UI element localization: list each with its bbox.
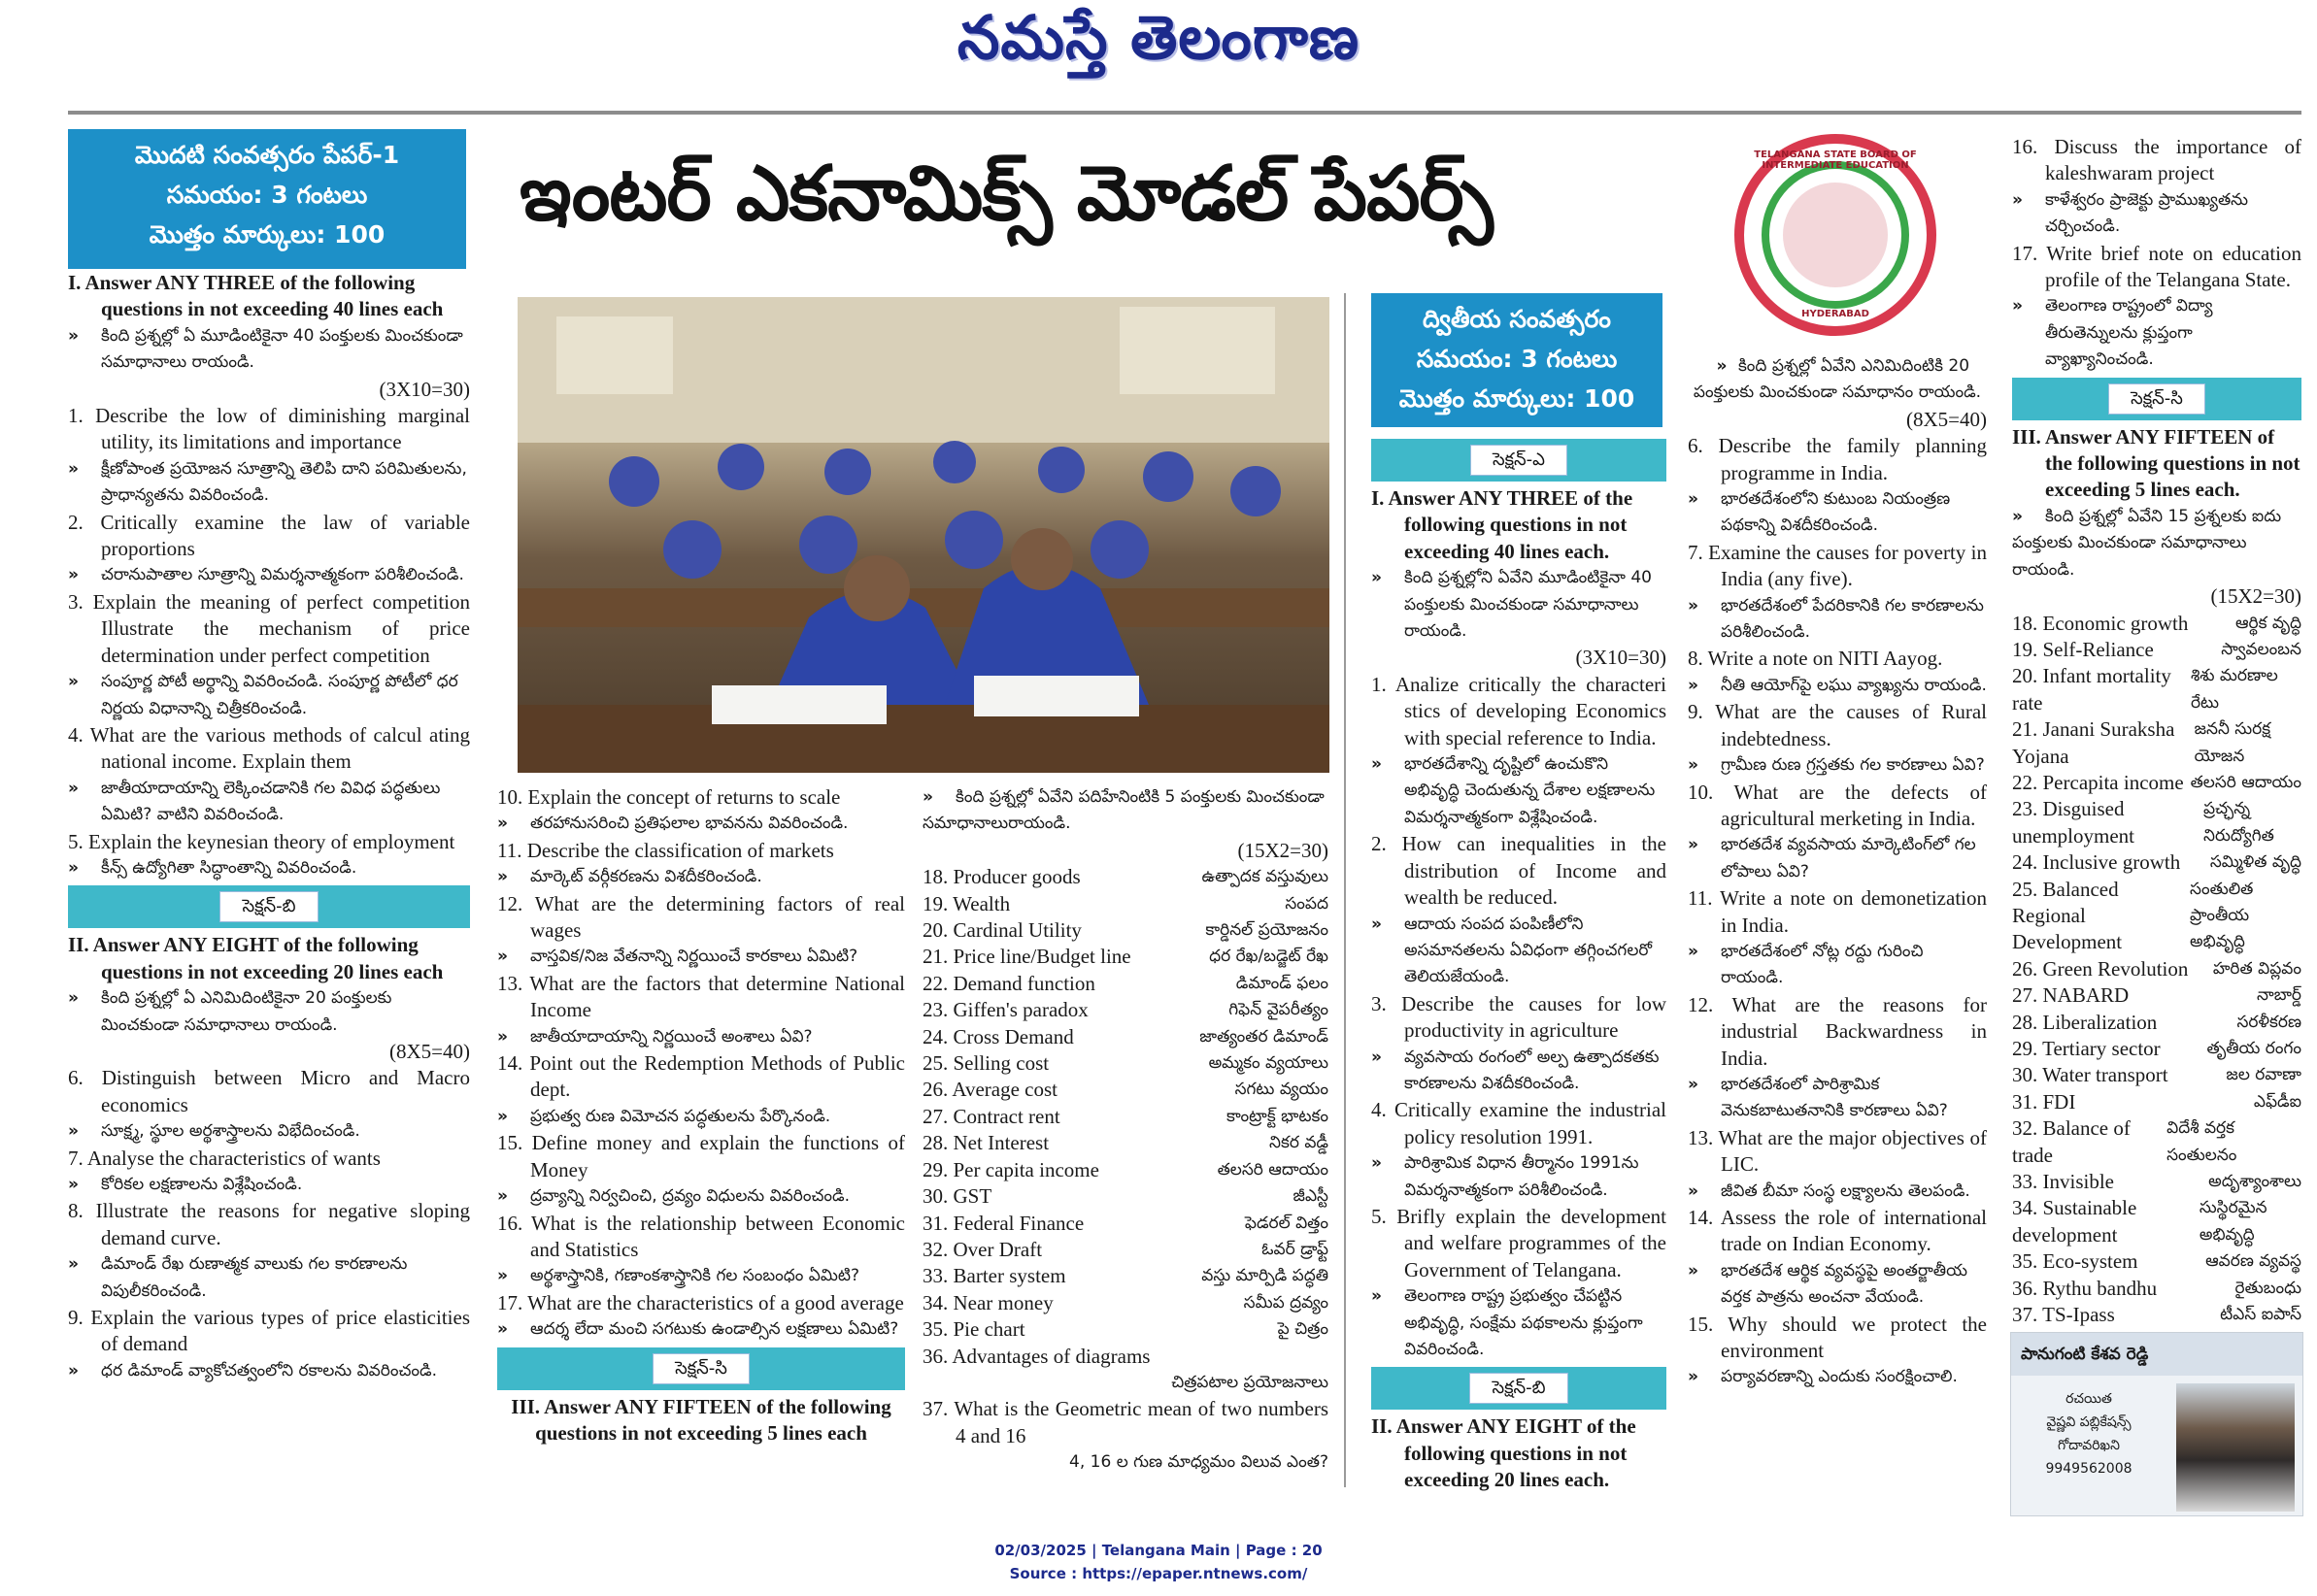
question-16: 16. What is the relationship between Economic and Statistics xyxy=(497,1211,905,1261)
glossary-term-telugu: ప్రచ్ఛన్న నిరుద్యోగిత xyxy=(2203,799,2274,846)
glossary-term: 26. Green Revolution xyxy=(2012,956,2189,981)
author-photo xyxy=(2176,1383,2295,1512)
question-16-telugu: » అర్థశాస్త్రానికి, గణాంకశాస్త్రానికి గల సంబంధం ఏమిటి? xyxy=(497,1263,905,1289)
p2-question-13: 13. What are the major objectives of LIC. xyxy=(1688,1125,1987,1177)
paper1-glossary-item xyxy=(923,1290,1328,1316)
glossary-term-telugu: నికర వడ్డీ xyxy=(1269,1133,1328,1153)
glossary-term: 37. TS-Ipass xyxy=(2012,1303,2115,1327)
glossary-term-telugu: ఓవర్ డ్రాఫ్ట్ xyxy=(1261,1239,1328,1259)
paper2-section-c-bar xyxy=(2012,378,2301,420)
paper2-glossary-item xyxy=(2012,877,2301,956)
p2-question-12-telugu: » భారతదేశంలో పారిశ్రామిక వెనుకబాటుతనానికి కారణాలు ఏవి? xyxy=(1688,1072,1987,1125)
question-2: 2. Critically examine the law of variable proportions xyxy=(68,510,470,561)
paper1-glossary-item xyxy=(923,997,1328,1023)
question-37: 37. What is the Geometric mean of two numbers 4 and 16 xyxy=(923,1397,1328,1447)
glossary-term: 23. Disguised unemployment xyxy=(2012,797,2134,848)
paper2-section-b-bar xyxy=(1371,1367,1666,1410)
paper2-glossary-item xyxy=(2012,1248,2301,1275)
p2-question-8-telugu: » నీతి ఆయోగ్‌పై లఘు వ్యాఖ్యను రాయండి. xyxy=(1688,673,1987,699)
glossary-term: 31. FDI xyxy=(2012,1089,2076,1114)
question-6: 6. Distinguish between Micro and Macro economics xyxy=(68,1066,470,1116)
paper2-glossary-item xyxy=(2012,849,2301,876)
logo-bottom-text: HYDERABAD xyxy=(1801,309,1869,319)
paper1-glossary-item xyxy=(923,864,1328,890)
tsbie-logo xyxy=(1734,134,1936,336)
p2-question-2: 2. How can inequalities in the distribution of Income and wealth be reduced. xyxy=(1371,832,1666,910)
paper1-section-b-heading: II. Answer ANY EIGHT of the following questions in not exceeding 20 lines each xyxy=(68,933,444,983)
glossary-term-telugu: నాబార్డ్ xyxy=(2257,985,2301,1006)
glossary-term-telugu: డిమాండ్ ఫలం xyxy=(1235,973,1328,993)
question-13-telugu: » జాతీయాదాయాన్ని నిర్ణయించే అంశాలు ఏవి? xyxy=(497,1024,905,1050)
logo-top-text: TELANGANA STATE BOARD OF INTERMEDIATE EDUCATION xyxy=(1754,150,1917,171)
paper1-glossary-item xyxy=(923,1211,1328,1237)
glossary-term: 25. Selling cost xyxy=(923,1051,1050,1076)
glossary-term-telugu: సమ్మిళిత వృద్ధి xyxy=(2209,852,2301,873)
exam-hall-illustration xyxy=(518,297,1329,773)
question-5-telugu: » కీన్స్ ఉద్యోగితా సిద్ధాంతాన్ని వివరించండి. xyxy=(68,855,470,881)
p2-question-10-telugu: » భారతదేశ వ్యవసాయ మార్కెటింగ్‌లో గల లోపాలు ఏవి? xyxy=(1688,832,1987,885)
paper1-info-box xyxy=(68,129,466,269)
p2-question-11-telugu: » భారతదేశంలో నోట్ల రద్దు గురించి రాయండి. xyxy=(1688,939,1987,992)
question-12-telugu: » వాస్తవిక/నిజ వేతనాన్ని నిర్ణయించే కారకాలు ఏమిటి? xyxy=(497,944,905,970)
paper2-glossary-item xyxy=(2012,1062,2301,1088)
glossary-term: 20. Infant mortality rate xyxy=(2012,664,2171,715)
p2-question-7: 7. Examine the causes for poverty in India (any five). xyxy=(1688,540,1987,591)
glossary-term-telugu: కాంట్రాక్ట్ భాటకం xyxy=(1226,1106,1328,1126)
question-13: 13. What are the factors that determine National Income xyxy=(497,971,905,1022)
glossary-term-telugu: ఆవరణ వ్యవస్థ xyxy=(2205,1251,2301,1272)
p2-question-2-telugu: » ఆదాయ సంపద పంపిణీలోని అసమానతలను ఏవిధంగా తగ్గించగలరో తెలియజేయండి. xyxy=(1371,912,1666,991)
question-14: 14. Point out the Redemption Methods of Public dept. xyxy=(497,1051,905,1102)
paper2-time: సమయం: 3 గంటలు xyxy=(1416,345,1618,373)
paper1-glossary-item xyxy=(923,1050,1328,1077)
question-17-telugu: » ఆదర్శ లేదా మంచి సగటుకు ఉండాల్సిన లక్షణాలు ఏమిటి? xyxy=(497,1316,905,1343)
p2-question-6: 6. Describe the family planning programme in India. xyxy=(1688,434,1987,484)
footer-source-link[interactable]: Source : https://epaper.ntnews.com/ xyxy=(1009,1565,1308,1582)
paper2-marks: మొత్తం మార్కులు: 100 xyxy=(1398,384,1635,413)
exam-hall-photo xyxy=(518,297,1329,773)
glossary-term-telugu: స్వావలంబన xyxy=(2221,639,2301,659)
glossary-term: 31. Federal Finance xyxy=(923,1211,1085,1235)
paper2-glossary-item xyxy=(2012,1036,2301,1062)
paper2-section-b-marks: (8X5=40) xyxy=(1906,407,1987,431)
paper2-glossary-item xyxy=(2012,1010,2301,1036)
question-5: 5. Explain the keynesian theory of employment xyxy=(68,829,455,853)
paper2-glossary-item xyxy=(2012,1115,2301,1169)
glossary-term: 33. Invisible xyxy=(2012,1170,2114,1194)
p2-question-11: 11. Write a note on demonetization in India. xyxy=(1688,886,1987,937)
question-1-telugu: » క్షీణోపాంత ప్రయోజన సూత్రాన్ని తెలిపి దాని పరిమితులను, ప్రాధాన్యతను వివరించండి. xyxy=(68,456,470,510)
glossary-term: 29. Per capita income xyxy=(923,1157,1099,1181)
glossary-term: 27. Contract rent xyxy=(923,1104,1060,1128)
glossary-term-telugu: అమ్మకం వ్యయాలు xyxy=(1208,1053,1328,1074)
glossary-term-telugu: విదేశీ వర్తక సంతులనం xyxy=(2166,1118,2237,1165)
question-6-telugu: » సూక్ష్మ, స్థూల అర్థశాస్త్రాలను విభేదించండి. xyxy=(68,1118,470,1145)
p2-question-14-telugu: » భారతదేశ ఆర్థిక వ్యవస్థపై అంతర్జాతీయ వర్తక పాత్రను అంచనా వేయండి. xyxy=(1688,1258,1987,1312)
paper2-section-a-heading: I. Answer ANY THREE of the following questions in not exceeding 40 lines each. xyxy=(1371,486,1633,563)
paper1-section-b-telugu: » కింది ప్రశ్నల్లో ఏ ఎనిమిదింటికైనా 20 పంక్తులకు మించకుండా సమాధానాలు రాయండి. xyxy=(68,985,470,1039)
p2-question-3-telugu: » వ్యవసాయ రంగంలో అల్ప ఉత్పాదకతకు కారణాలను విశదీకరించండి. xyxy=(1371,1045,1666,1098)
section-label: సెక్షన్-బి xyxy=(219,891,318,922)
paper1-section-c-telugu: » కింది ప్రశ్నల్లో ఏవేని పదిహేనింటికి 5 పంక్తులకు మించకుండా సమాధానాలురాయండి. xyxy=(923,784,1328,838)
paper1-section-c-marks: (15X2=30) xyxy=(1237,838,1328,862)
glossary-term: 21. Janani Suraksha Yojana xyxy=(2012,717,2175,768)
question-7: 7. Analyse the characteristics of wants xyxy=(68,1146,381,1170)
paper2-glossary-item xyxy=(2012,1276,2301,1302)
paper2-glossary-item xyxy=(2012,1169,2301,1195)
question-9: 9. Explain the various types of price elasticities of demand xyxy=(68,1306,470,1356)
p2-question-12: 12. What are the reasons for industrial Backwardness in India. xyxy=(1688,992,1987,1070)
glossary-term: 30. Water transport xyxy=(2012,1063,2168,1087)
paper1-glossary-item xyxy=(923,1263,1328,1289)
glossary-term-telugu: ఉత్పాదక వస్తువులు xyxy=(1201,867,1328,887)
paper2-year: ద్వితీయ సంవత్సరం xyxy=(1423,305,1611,333)
question-2-telugu: » చరానుపాతాల సూత్రాన్ని విమర్శనాత్మకంగా పరిశీలించండి. xyxy=(68,562,470,588)
glossary-term: 33. Barter system xyxy=(923,1264,1066,1288)
column-divider xyxy=(1344,293,1346,1487)
paper2-glossary-item xyxy=(2012,1302,2301,1328)
logo-emblem xyxy=(1783,183,1888,287)
p2-question-4-telugu: » పారిశ్రామిక విధాన తీర్మానం 1991ను విమర్శనాత్మకంగా పరిశీలించండి. xyxy=(1371,1150,1666,1204)
glossary-term: 25. Balanced Regional Development xyxy=(2012,877,2123,954)
author-box xyxy=(2010,1332,2303,1516)
question-9-telugu: » ధర డిమాండ్ వ్యాకోచత్వంలోని రకాలను వివరించండి. xyxy=(68,1358,470,1384)
p2-question-14: 14. Assess the role of international trade on Indian Economy. xyxy=(1688,1206,1987,1256)
question-15-telugu: » ద్రవ్యాన్ని నిర్వచించి, ద్రవ్యం విధులను వివరించండి. xyxy=(497,1183,905,1210)
glossary-term-telugu: గిఫెన్ వైపరీత్యం xyxy=(1228,1000,1328,1020)
p2-question-6-telugu: » భారతదేశంలోని కుటుంబ నియంత్రణ పథకాన్ని విశదీకరించండి. xyxy=(1688,486,1987,540)
paper1-section-c-heading: III. Answer ANY FIFTEEN of the following questions in not exceeding 5 lines each xyxy=(511,1394,891,1445)
masthead-logo-text: నమస్తే తెలంగాణ xyxy=(957,2,1360,73)
section-label: సెక్షన్-సి xyxy=(2108,383,2205,415)
glossary-term: 18. Economic growth xyxy=(2012,611,2189,635)
paper1-glossary-list xyxy=(923,864,1328,1343)
glossary-term: 32. Balance of trade xyxy=(2012,1116,2131,1167)
glossary-term-telugu: జల రవాణా xyxy=(2226,1065,2301,1085)
p2-question-13-telugu: » జీవిత బీమా సంస్థ లక్ష్యాలను తెలపండి. xyxy=(1688,1179,1987,1205)
paper2-glossary-item xyxy=(2012,611,2301,637)
paper2-section-c-marks: (15X2=30) xyxy=(2210,584,2301,609)
paper1-section-b-marks: (8X5=40) xyxy=(389,1039,470,1063)
glossary-term: 19. Self-Reliance xyxy=(2012,637,2154,661)
glossary-term: 21. Price line/Budget line xyxy=(923,945,1131,969)
paper1-glossary-item xyxy=(923,1316,1328,1343)
paper1-glossary-item xyxy=(923,1024,1328,1050)
glossary-term-telugu: అదృశ్యాంశాలు xyxy=(2208,1172,2301,1192)
glossary-term-telugu: తలసరి ఆదాయం xyxy=(1217,1159,1328,1180)
question-15: 15. Define money and explain the functions of Money xyxy=(497,1131,905,1181)
paper2-glossary-list xyxy=(2012,611,2301,1329)
glossary-term: 20. Cardinal Utility xyxy=(923,918,1082,943)
paper2-glossary-item xyxy=(2012,1089,2301,1115)
glossary-term: 34. Near money xyxy=(923,1290,1054,1314)
glossary-term-telugu: సుస్థిరమైన అభివృద్ధి xyxy=(2199,1198,2267,1245)
masthead-rule xyxy=(68,111,2301,115)
p2-question-17-telugu: » తెలంగాణ రాష్ట్రంలో విద్యా తీరుతెన్నులను క్లుప్తంగా వ్యాఖ్యానించండి. xyxy=(2012,293,2301,373)
p2-question-15: 15. Why should we protect the environment xyxy=(1688,1312,1987,1363)
question-11-telugu: » మార్కెట్ వర్గీకరణను విశదీకరించండి. xyxy=(497,864,905,890)
author-city: గోదావరిఖని xyxy=(2058,1438,2120,1453)
paper1-section-a-marks: (3X10=30) xyxy=(379,377,470,401)
paper1-glossary-item xyxy=(923,917,1328,944)
p2-question-17: 17. Write brief note on education profile of the Telangana State. xyxy=(2012,241,2301,292)
paper2-section-a-marks: (3X10=30) xyxy=(1575,646,1666,670)
paper1-glossary-item xyxy=(923,971,1328,997)
author-affiliation: వైష్ణవి పబ్లికేషన్స్ xyxy=(2046,1414,2132,1430)
glossary-term-telugu: జననీ సురక్ష యోజన xyxy=(2194,719,2271,766)
paper2-section-b-heading: II. Answer ANY EIGHT of the following questions in not exceeding 20 lines each. xyxy=(1371,1414,1636,1492)
glossary-term-telugu: జాత్యంతర డిమాండ్ xyxy=(1199,1026,1328,1047)
paper2-column-2 xyxy=(1688,353,1987,1391)
glossary-term-telugu: తలసరి ఆదాయం xyxy=(2190,772,2301,792)
page-title: ఇంటర్ ఎకనామిక్స్ మోడల్ పేపర్స్ xyxy=(520,150,1493,238)
question-4: 4. What are the various methods of calcul ating national income. Explain them xyxy=(68,722,470,774)
p2-question-7-telugu: » భారతదేశంలో పేదరికానికి గల కారణాలను పరిశీలించండి. xyxy=(1688,593,1987,647)
p2-question-8: 8. Write a note on NITI Aayog. xyxy=(1688,647,1943,671)
paper1-column-1 xyxy=(68,270,470,1384)
glossary-term: 35. Eco-system xyxy=(2012,1249,2138,1274)
paper1-glossary-item xyxy=(923,944,1328,970)
paper2-glossary-item xyxy=(2012,663,2301,716)
paper1-column-2 xyxy=(497,784,905,1446)
question-1: 1. Describe the low of diminishing marginal utility, its limitations and importance xyxy=(68,404,470,454)
glossary-term-telugu: ధర రేఖ/బడ్జెట్ రేఖ xyxy=(1209,947,1328,967)
paper2-glossary-item xyxy=(2012,956,2301,982)
paper1-section-c-bar xyxy=(497,1347,905,1390)
paper1-glossary-item xyxy=(923,891,1328,917)
glossary-term: 29. Tertiary sector xyxy=(2012,1037,2161,1060)
question-8-telugu: » డిమాండ్ రేఖ రుణాత్మక వాలుకు గల కారణాలను విపులీకరించండి. xyxy=(68,1251,470,1305)
p2-question-4: 4. Critically examine the industrial policy resolution 1991. xyxy=(1371,1098,1666,1148)
masthead xyxy=(0,0,2317,97)
paper2-section-c-heading: III. Answer ANY FIFTEEN of the following questions in not exceeding 5 lines each. xyxy=(2012,424,2300,502)
question-7-telugu: » కోరికల లక్షణాలను విశ్లేషించండి. xyxy=(68,1172,470,1198)
glossary-term: 28. Liberalization xyxy=(2012,1010,2158,1034)
glossary-term-telugu: సమీప ద్రవ్యం xyxy=(1243,1292,1328,1313)
glossary-term-telugu: సంపద xyxy=(1285,893,1328,914)
question-3-telugu: » సంపూర్ణ పోటీ అర్థాన్ని వివరించండి. సంపూర్ణ పోటీలో ధర నిర్ణయ విధానాన్ని చిత్రీకరించండి. xyxy=(68,669,470,722)
paper2-glossary-item xyxy=(2012,716,2301,770)
question-8: 8. Illustrate the reasons for negative sloping demand curve. xyxy=(68,1199,470,1249)
glossary-term-telugu: జీఎస్టీ xyxy=(1293,1186,1328,1207)
glossary-term-telugu: ఆర్థిక వృద్ధి xyxy=(2234,613,2301,633)
section-label: సెక్షన్-బి xyxy=(1469,1373,1567,1404)
paper2-glossary-item xyxy=(2012,796,2301,849)
paper1-column-3 xyxy=(923,784,1328,1477)
glossary-term-telugu: సంతులిత ప్రాంతీయ అభివృద్ధి xyxy=(2190,879,2254,952)
glossary-term-telugu: సరళీకరణ xyxy=(2236,1012,2301,1032)
glossary-term-telugu: తృతీయ రంగం xyxy=(2206,1039,2301,1058)
paper2-section-a-bar xyxy=(1371,439,1666,482)
glossary-term: 19. Wealth xyxy=(923,891,1011,915)
p2-question-5: 5. Brifly explain the development and welfare programmes of the Government of Telangana. xyxy=(1371,1204,1666,1281)
glossary-term: 24. Inclusive growth xyxy=(2012,850,2181,875)
glossary-term-telugu: పై చిత్రం xyxy=(1277,1319,1328,1340)
p2-question-16-telugu: » కాళేశ్వరం ప్రాజెక్టు ప్రాముఖ్యతను చర్చించండి. xyxy=(2012,187,2301,241)
paper1-section-b-bar xyxy=(68,885,470,928)
p2-question-5-telugu: » తెలంగాణ రాష్ట్ర ప్రభుత్వం చేపట్టిన అభివృద్ధి, సంక్షేమ పథకాలను క్లుప్తంగా వివరించండి. xyxy=(1371,1283,1666,1363)
question-10: 10. Explain the concept of returns to scale xyxy=(497,785,841,809)
author-phone: 9949562008 xyxy=(2045,1461,2132,1477)
paper1-glossary-item xyxy=(923,1104,1328,1130)
section-label: సెక్షన్-సి xyxy=(653,1353,750,1384)
question-12: 12. What are the determining factors of real wages xyxy=(497,891,905,943)
p2-question-15-telugu: » పర్యావరణాన్ని ఎందుకు సంరక్షించాలి. xyxy=(1688,1364,1987,1390)
glossary-term-telugu: శిశు మరణాల రేటు xyxy=(2190,666,2278,713)
p2-question-16: 16. Discuss the importance of kaleshwaram project xyxy=(2012,135,2301,185)
glossary-term-telugu: టీఎస్ ఐపాస్ xyxy=(2220,1305,2301,1325)
footer-date-line: 02/03/2025 | Telangana Main | Page : 20 xyxy=(994,1542,1323,1559)
glossary-term-telugu: సగటు వ్యయం xyxy=(1234,1080,1328,1100)
question-36: 36. Advantages of diagrams xyxy=(923,1344,1151,1368)
paper1-section-a-heading: I. Answer ANY THREE of the following questions in not exceeding 40 lines each xyxy=(68,271,444,321)
p2-question-1: 1. Analize critically the characteri stics of developing Economics with special reference to India. xyxy=(1371,672,1666,749)
glossary-term-telugu: రైతుబంధు xyxy=(2234,1278,2301,1298)
paper2-section-b-telugu: » కింది ప్రశ్నల్లో ఏవేని ఎనిమిదింటికి 20 పంక్తులకు మించకుండా సమాధానం రాయండి. xyxy=(1688,353,1987,407)
glossary-term: 24. Cross Demand xyxy=(923,1024,1074,1048)
glossary-term-telugu: ఫెడరల్ విత్తం xyxy=(1244,1213,1328,1233)
glossary-term-telugu: ఎఫ్‌డీఐ xyxy=(2253,1091,2301,1112)
paper2-info-box xyxy=(1371,293,1662,427)
glossary-term: 35. Pie chart xyxy=(923,1317,1025,1342)
glossary-term: 23. Giffen's paradox xyxy=(923,998,1089,1022)
paper1-marks: మొత్తం మార్కులు: 100 xyxy=(149,220,386,249)
question-10-telugu: » తరహానుసరించి ప్రతిఫలాల భావనను వివరించండి. xyxy=(497,811,905,837)
author-role: రచయిత xyxy=(2065,1391,2112,1407)
glossary-term: 36. Rythu bandhu xyxy=(2012,1276,2158,1300)
glossary-term: 18. Producer goods xyxy=(923,865,1081,889)
question-11: 11. Describe the classification of markets xyxy=(497,838,834,862)
glossary-term: 34. Sustainable development xyxy=(2012,1196,2137,1247)
paper2-glossary-item xyxy=(2012,982,2301,1009)
p2-question-9-telugu: » గ్రామీణ రుణ గ్రస్తతకు గల కారణాలు ఏవి? xyxy=(1688,752,1987,779)
paper2-glossary-item xyxy=(2012,1195,2301,1248)
glossary-term-telugu: కార్డినల్ ప్రయోజనం xyxy=(1205,920,1328,941)
paper2-column-1 xyxy=(1371,435,1666,1494)
p2-question-3: 3. Describe the causes for low productivity in agriculture xyxy=(1371,991,1666,1043)
glossary-term-telugu: వస్తు మార్పిడి పద్ధతి xyxy=(1201,1266,1328,1286)
section-label: సెక్షన్-ఎ xyxy=(1470,445,1567,476)
glossary-term: 22. Percapita income xyxy=(2012,770,2184,794)
question-14-telugu: » ప్రభుత్వ రుణ విమోచన పద్ధతులను పేర్కొనండి. xyxy=(497,1104,905,1130)
paper2-section-a-telugu: » కింది ప్రశ్నల్లోని ఏవేని మూడింటికైనా 40 పంక్తులకు మించకుండా సమాధానాలు రాయండి. xyxy=(1371,565,1666,645)
glossary-term: 26. Average cost xyxy=(923,1078,1058,1102)
glossary-term: 30. GST xyxy=(923,1184,992,1209)
glossary-term: 28. Net Interest xyxy=(923,1131,1050,1155)
glossary-term: 32. Over Draft xyxy=(923,1237,1043,1261)
question-4-telugu: » జాతీయాదాయాన్ని లెక్కించడానికి గల వివిధ పద్ధతులు ఏమిటి? వాటిని వివరించండి. xyxy=(68,776,470,829)
p2-question-10: 10. What are the defects of agricultural merketing in India. xyxy=(1688,780,1987,830)
paper2-column-3 xyxy=(2012,134,2301,1328)
glossary-term-telugu: హరిత విప్లవం xyxy=(2212,958,2301,979)
paper2-section-c-telugu: » కింది ప్రశ్నల్లో ఏవేని 15 ప్రశ్నలకు ఐదు పంక్తులకు మించకుండా సమాధానాలు రాయండి. xyxy=(2012,504,2301,583)
paper2-glossary-item xyxy=(2012,637,2301,663)
p2-question-1-telugu: » భారతదేశాన్ని దృష్టిలో ఉంచుకొని అభివృద్ధి చెందుతున్న దేశాల లక్షణాలను విమర్శనాత్మకంగా విశ్లేషించండి. xyxy=(1371,751,1666,831)
author-info xyxy=(2011,1387,2166,1480)
p2-question-9: 9. What are the causes of Rural indebtedness. xyxy=(1688,700,1987,750)
paper1-section-a-telugu: » కింది ప్రశ్నల్లో ఏ మూడింటికైనా 40 పంక్తులకు మించకుండా సమాధానాలు రాయండి. xyxy=(68,323,470,377)
glossary-term: 22. Demand function xyxy=(923,971,1095,995)
paper1-time: సమయం: 3 గంటలు xyxy=(166,181,368,209)
author-name: పానుగంటి కేశవ రెడ్డి xyxy=(2011,1333,2302,1376)
paper1-glossary-item xyxy=(923,1130,1328,1156)
paper1-glossary-item xyxy=(923,1077,1328,1103)
paper1-glossary-item xyxy=(923,1237,1328,1263)
paper2-glossary-item xyxy=(2012,770,2301,796)
paper1-year: మొదటి సంవత్సరం పేపర్-1 xyxy=(134,141,400,169)
question-17: 17. What are the characteristics of a good average xyxy=(497,1290,904,1314)
question-36-telugu: చిత్రపటాల ప్రయోజనాలు xyxy=(1171,1372,1328,1392)
paper1-glossary-item xyxy=(923,1183,1328,1210)
question-3: 3. Explain the meaning of perfect competition Illustrate the mechanism of price determination under perfect competition xyxy=(68,589,470,667)
paper1-glossary-item xyxy=(923,1157,1328,1183)
question-37-telugu: 4, 16 ల గుణ మాధ్యమం విలువ ఎంత? xyxy=(1069,1452,1328,1473)
glossary-term: 27. NABARD xyxy=(2012,983,2130,1008)
